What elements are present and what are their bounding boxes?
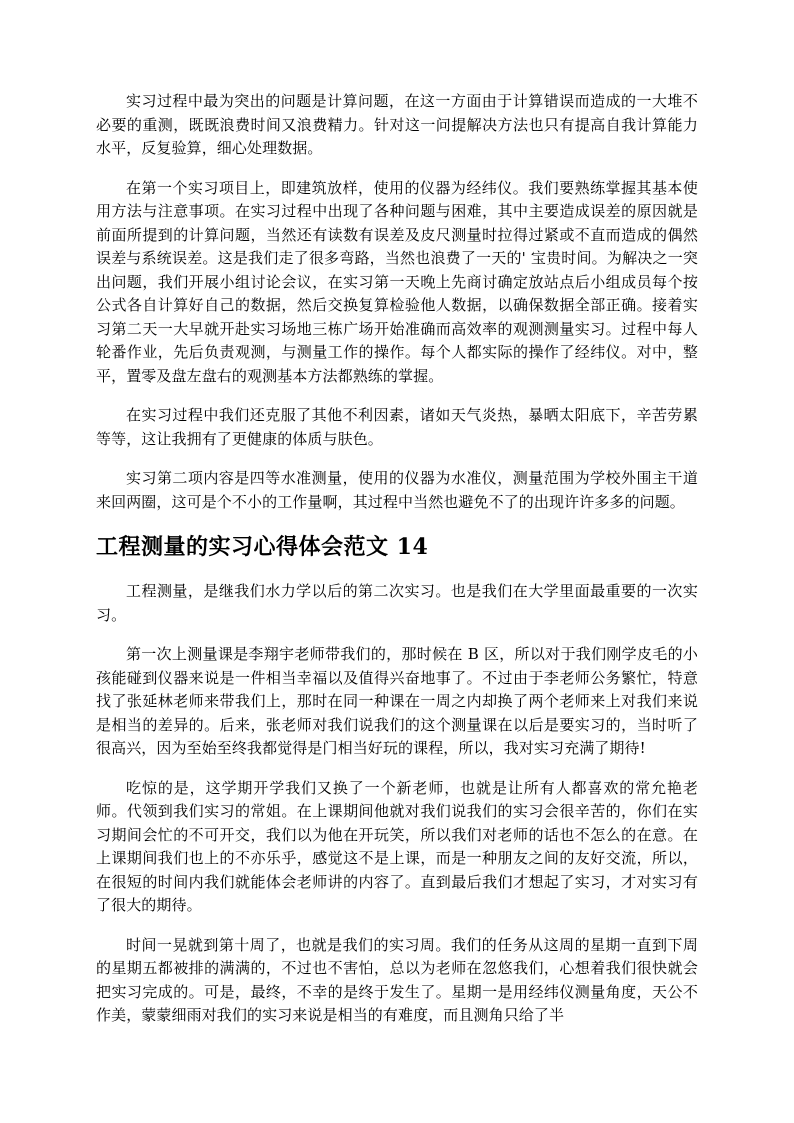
document-page [96,90,698,1044]
paragraph: 吃惊的是，这学期开学我们又换了一个新老师，也就是让所有人都喜欢的常允艳老师。代领到我们实习的常姐。在上课期间他就对我们说我们的实习会很辛苦的，你们在实习期间会忙的不可开交，我们以为他在开玩笑，所以我们对老师的话也不怎么的在意。在上课期间我们也上的不亦乐乎，感觉这不是上课，而是一种朋友之间的友好交流，所以，在很短的时间内我们就能体会老师讲的内容了。直到最后我们才想起了实习，才对实习有了很大的期待。 [96,778,698,914]
paragraph: 工程测量，是继我们水力学以后的第二次实习。也是我们在大学里面最重要的一次实习。 [96,582,698,624]
paragraph: 时间一晃就到第十周了，也就是我们的实习周。我们的任务从这周的星期一直到下周的星期五都被排的满满的，不过也不害怕，总以为老师在忽悠我们，心想着我们很快就会把实习完成的。可是，最终，不幸的是终于发生了。星期一是用经纬仪测量角度，天公不作美，蒙蒙细雨对我们的实习来说是相当的有难度，而且测角只给了半 [96,935,698,1024]
paragraph: 在实习过程中我们还克服了其他不利因素，诸如天气炎热，暴晒太阳底下，辛苦劳累等等，这让我拥有了更健康的体质与肤色。 [96,406,698,448]
paragraph: 实习第二项内容是四等水准测量，使用的仪器为水准仪，测量范围为学校外围主干道来回两圈，这可是个不小的工作量啊，其过程中当然也避免不了的出现许许多多的问题。 [96,469,698,511]
paragraph: 第一次上测量课是李翔宇老师带我们的，那时候在 B 区，所以对于我们刚学皮毛的小孩能碰到仪器来说是一件相当幸福以及值得兴奋地事了。不过由于李老师公务繁忙，特意找了张延林老师来带我们上，那时在同一种课在一周之内却换了两个老师来上对我们来说是相当的差异的。后来，张老师对我们说我们的这个测量课在以后是要实习的，当时听了很高兴，因为至始至终我都觉得是门相当好玩的课程，所以，我对实习充满了期待! [96,645,698,757]
paragraph: 在第一个实习项目上，即建筑放样，使用的仪器为经纬仪。我们要熟练掌握其基本使用方法与注意事项。在实习过程中出现了各种问题与困难，其中主要造成误差的原因就是前面所提到的计算问题，当然还有读数有误差及皮尺测量时拉得过紧或不直而造成的偶然误差与系统误差。这是我们走了很多弯路，当然也浪费了一天的' 宝贵时间。为解决之一突出问题，我们开展小组讨论会议，在实习第一天晚上先商讨确定放站点后小组成员每个按公式各自计算好自己的数据，然后交换复算检验他人数据，以确保数据全部正确。接着实习第二天一大早就开赴实习场地三栋广场开始准确而高效率的观测测量实习。过程中每人轮番作业，先后负责观测，与测量工作的操作。每个人都实际的操作了经纬仪。对中，整平，置零及盘左盘右的观测基本方法都熟练的掌握。 [96,178,698,385]
section-heading: 工程测量的实习心得体会范文 14 [96,534,429,560]
paragraph: 实习过程中最为突出的问题是计算问题，在这一方面由于计算错误而造成的一大堆不必要的重测，既既浪费时间又浪费精力。针对这一问提解决方法也只有提高自我计算能力水平，反复验算，细心处理数据。 [96,92,698,157]
